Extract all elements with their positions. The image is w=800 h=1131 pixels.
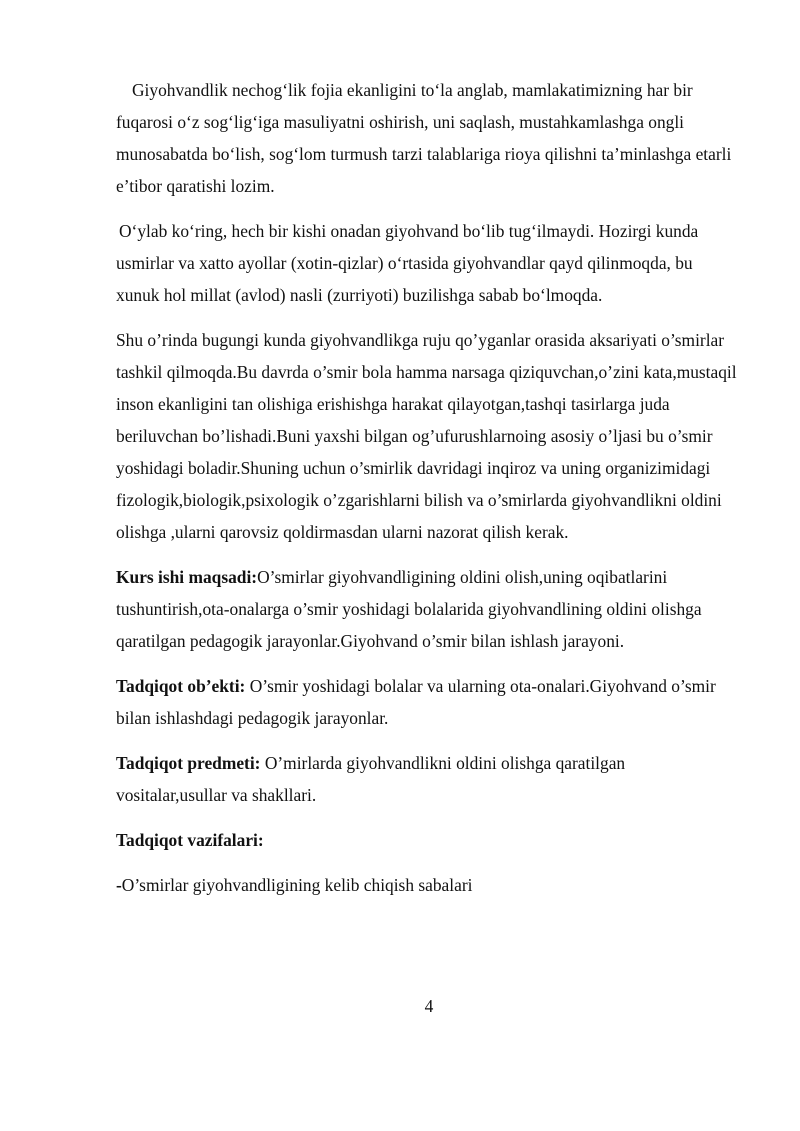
section-object bbox=[116, 670, 740, 734]
section-subject bbox=[116, 747, 740, 811]
tasks-label: Tadqiqot vazifalari: bbox=[116, 830, 264, 850]
object-text: O’smir yoshidagi bolalar va ularning ota-onalari.Giyohvand o’smir bilan ishlashdagi pedagogik jarayonlar. bbox=[116, 676, 716, 728]
paragraph-context: Shu o’rinda bugungi kunda giyohvandlikga ruju qo’yganlar orasida aksariyati o’smirlar tashkil qilmoqda.Bu davrda o’smir bola hamma narsaga qiziquvchan,o’zini kata,mustaqil inson ekanligini tan olishiga erishishga harakat qilayotgan,tashqi tasirlarga juda beriluvchan bo’lishadi.Buni yaxshi bilgan og’ufurushlarnoing asosiy o’ljasi bu o’smir yoshidagi boladir.Shuning uchun o’smirlik davridagi inqiroz va uning organizimidagi fizologik,biologik,psixologik o’zgarishlarni bilish va o’smirlarda giyohvandlikni oldini olishga ,ularni qarovsiz qoldirmasdan ularni nazorat qilish kerak. bbox=[116, 330, 737, 542]
task-text: O’smirlar giyohvandligining kelib chiqish sabalari bbox=[121, 875, 473, 895]
object-label: Tadqiqot ob’ekti: bbox=[116, 676, 246, 696]
goal-text: O’smirlar giyohvandligining oldini olish,uning oqibatlarini tushuntirish,ota-onalarga o’smir yoshidagi bolalarida giyohvandlining oldini olishga qaratilgan pedagogik jarayonlar.Giyohvand o’smir bilan ishlash jarayoni. bbox=[116, 567, 702, 651]
page-number: 4 bbox=[424, 996, 434, 1016]
task-dash: - bbox=[116, 875, 122, 895]
paragraph-reflection: O‘ylab ko‘ring, hech bir kishi onadan giyohvand bo‘lib tug‘ilmaydi. Hozirgi kunda usmirlar va xatto ayollar (xotin-qizlar) o‘rtasida giyohvandlar qayd qilinmoqda, bu xunuk hol millat (avlod) nasli (zurriyoti) buzilishga sabab bo‘lmoqda. bbox=[116, 221, 699, 305]
paragraph-intro: Giyohvandlik nechog‘lik fojia ekanligini to‘la anglab, mamlakatimizning har bir fuqarosi o‘z sog‘lig‘iga masuliyatni oshirish, uni saqlash, mustahkamlashga ongli munosabatda bo‘lish, sog‘lom turmush tarzi talablariga rioya qilishni ta’minlashga etarli e’tibor qaratishi lozim. bbox=[116, 80, 732, 196]
goal-label: Kurs ishi maqsadi: bbox=[116, 567, 258, 587]
subject-label: Tadqiqot predmeti: bbox=[116, 753, 261, 773]
subject-text: O’mirlarda giyohvandlikni oldini olishga qaratilgan vositalar,usullar va shakllari. bbox=[116, 753, 626, 805]
section-tasks bbox=[116, 824, 740, 856]
document-page bbox=[116, 74, 740, 914]
task-item bbox=[116, 869, 740, 901]
section-goal bbox=[116, 561, 740, 657]
